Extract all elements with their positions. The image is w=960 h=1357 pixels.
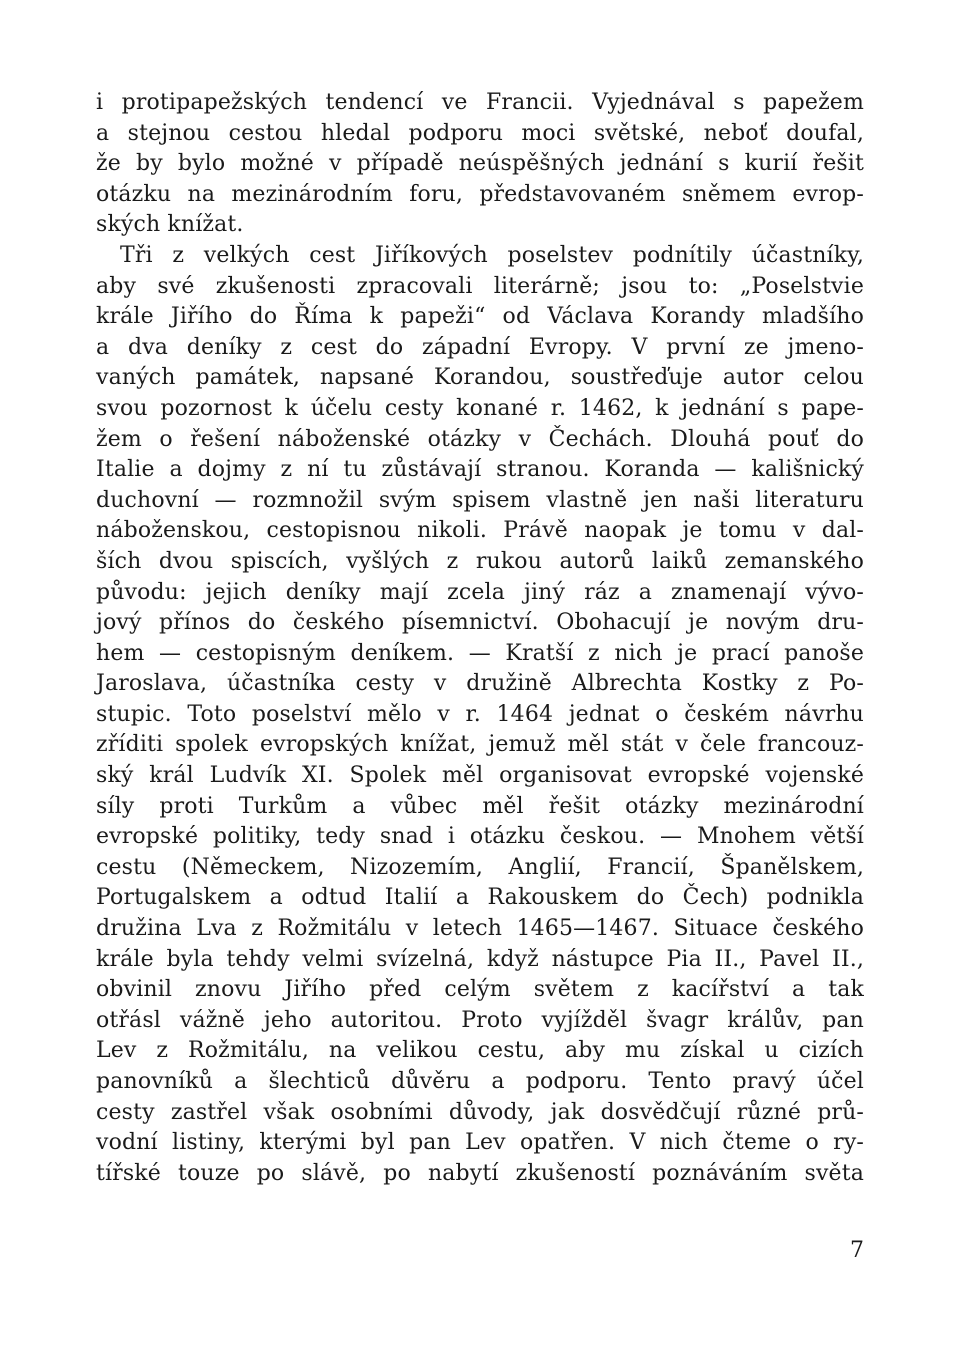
text-line: krále byla tehdy velmi svízelná, když nástupce Pia II., Pavel II., [96, 946, 864, 972]
text-line: síly proti Turkům a vůbec měl řešit otázky mezinárodní [96, 793, 864, 819]
text-line: Lev z Rožmitálu, na velikou cestu, aby mu získal u cizích [96, 1038, 864, 1064]
body-text [96, 88, 864, 1189]
text-line: panovníků a šlechticů důvěru a podporu. Tento pravý účel [96, 1069, 864, 1094]
text-line: ských knížat. [96, 212, 244, 238]
text-line: a stejnou cestou hledal podporu moci světské, neboť doufal, [96, 120, 864, 146]
text-line: duchovní — rozmnožil svým spisem vlastně jen naši literaturu [96, 487, 864, 513]
text-line: Tři z velkých cest Jiříkových poselstev podnítily účastníky, [120, 242, 864, 268]
text-line: obvinil znovu Jiřího před celým světem z kacířství a tak [96, 977, 864, 1003]
text-line: že by bylo možné v případě neúspěšných jednání s kurií řešit [96, 151, 864, 177]
text-line: Jaroslava, účastníka cesty v družině Albrechta Kostky z Po- [96, 671, 864, 697]
text-line: Italie a dojmy z ní tu zůstávají stranou. Koranda — kališnický [96, 457, 864, 483]
text-line: hem — cestopisným deníkem. — Kratší z nich je prací panoše [96, 640, 864, 666]
text-line: svou pozornost k účelu cesty konané r. 1462, k jednání s pape- [96, 395, 864, 421]
text-line: ský král Ludvík XI. Spolek měl organisovat evropské vojenské [96, 763, 864, 789]
text-line: ších dvou spiscích, vyšlých z rukou autorů laiků zemanského [96, 548, 864, 574]
text-line: otřásl vážně jeho autoritou. Proto vyjížděl švagr králův, pan [96, 1007, 864, 1033]
text-line: vodní listiny, kterými byl pan Lev opatřen. V nich čteme o ry- [96, 1130, 864, 1156]
text-line: i protipapežských tendencí ve Francii. Vyjednával s papežem [96, 90, 864, 115]
text-line: žem o řešení náboženské otázky v Čechách. Dlouhá pouť do [96, 426, 864, 452]
text-line: družina Lva z Rožmitálu v letech 1465—1467. Situace českého [96, 916, 864, 942]
text-line: cestu (Německem, Nizozemím, Anglií, Francií, Španělskem, [96, 854, 864, 880]
text-line: vaných památek, napsané Korandou, soustřeďuje autor celou [96, 365, 864, 391]
text-line: původu: jejich deníky mají zcela jiný ráz a znamenají vývo- [96, 579, 864, 605]
text-line: stupic. Toto poselství mělo v r. 1464 jednat o českém návrhu [96, 701, 864, 727]
text-line: náboženskou, cestopisnou nikoli. Právě naopak je tomu v dal- [96, 518, 864, 544]
text-line: krále Jiřího do Říma k papeži“ od Václava Korandy mladšího [96, 304, 864, 330]
text-line: aby své zkušenosti zpracovali literárně; jsou to: „Poselstvie [96, 273, 864, 299]
paragraph-2 [96, 241, 864, 1189]
text-line: Portugalskem a odtud Italií a Rakouskem do Čech) podnikla [96, 885, 864, 911]
text-line: a dva deníky z cest do západní Evropy. V první ze jmeno- [96, 334, 864, 360]
text-line: jový přínos do českého písemnictví. Obohacují je novým dru- [96, 610, 864, 636]
text-line: cesty zastřel však osobními důvody, jak dosvědčují různé prů- [96, 1099, 864, 1125]
text-line: zříditi spolek evropských knížat, jemuž měl stát v čele francouz- [96, 732, 864, 758]
text-line: evropské politiky, tedy snad i otázku českou. — Mnohem větší [96, 824, 864, 850]
paragraph-1 [96, 88, 864, 241]
text-line: tířské touze po slávě, po nabytí zkušeností poznáváním světa [96, 1160, 864, 1186]
page-number: 7 [850, 1238, 864, 1263]
text-line: otázku na mezinárodním foru, představovaném sněmem evrop- [96, 181, 864, 207]
